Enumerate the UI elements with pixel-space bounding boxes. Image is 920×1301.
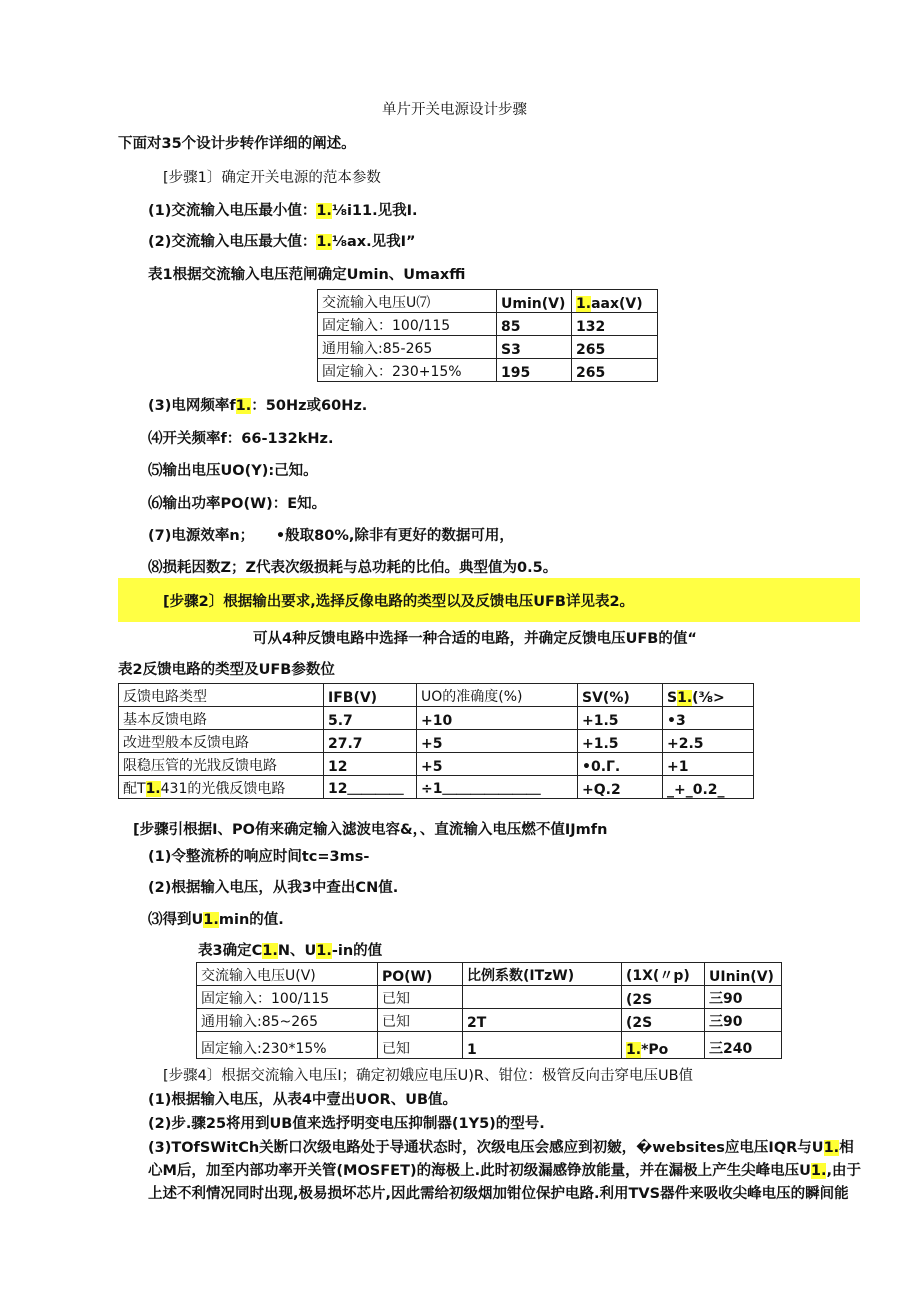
table-header: 反馈电路类型 (119, 684, 324, 707)
table-cell: S3 (497, 336, 572, 359)
table-header: UInin(V) (705, 963, 782, 986)
table-cell: 1.*Po (622, 1032, 705, 1059)
table-row (119, 776, 754, 799)
table-cell: 265 (572, 336, 658, 359)
table2-caption: 表2反馈电路的类型及UFB参数位 (118, 662, 335, 678)
table-cell: +1.5 (578, 707, 663, 730)
table-cell: 85 (497, 313, 572, 336)
table-header: 比例系数(ITzW) (463, 963, 622, 986)
step4-heading: [步骤4〕根据交流输入电压I；确定初娥应电压U)R、钳位：极管反向击穿电压UB值 (163, 1068, 694, 1084)
table-cell: 固定输入：100/115 (318, 313, 497, 336)
table-cell: +10 (417, 707, 578, 730)
table-cell: 基本反馈电路 (119, 707, 324, 730)
step1-item-4: ⑷开关频率f：66-132kHz. (148, 431, 334, 447)
table-row (318, 359, 658, 382)
table-cell: +1.5 (578, 730, 663, 753)
table-cell: 已知 (378, 986, 463, 1009)
table-row (119, 684, 754, 707)
table-cell: ÷1＿＿＿＿＿＿＿ (417, 776, 578, 799)
table-header: 1.aax(V) (572, 290, 658, 313)
step3-item-2: (2)根据输入电压，从我3中查出CN值. (148, 880, 399, 896)
step3-item-3: ⑶得到U1.min的值. (148, 912, 284, 928)
table1 (317, 289, 658, 382)
table-row (197, 1032, 782, 1059)
table-cell: 27.7 (324, 730, 417, 753)
page-title: 单片开关电源设计步骤 (382, 102, 527, 118)
table-header: SV(%) (578, 684, 663, 707)
table-cell: _+_0.2_ (663, 776, 754, 799)
table-row (318, 313, 658, 336)
step1-item-5: ⑸输出电压UO(Y):己知。 (148, 463, 318, 479)
table-cell: 已知 (378, 1009, 463, 1032)
step4-item-1: (1)根据输入电压，从表4中壹出UOR、UB值。 (148, 1092, 458, 1108)
table3-caption: 表3确定C1.N、U1.-in的值 (198, 943, 383, 959)
table-cell (463, 986, 622, 1009)
table-cell: 固定输入：230+15% (318, 359, 497, 382)
table-cell: •0.Γ. (578, 753, 663, 776)
table-header: (1X(〃p) (622, 963, 705, 986)
table-cell: +5 (417, 730, 578, 753)
table-cell: •3 (663, 707, 754, 730)
table-cell: 2T (463, 1009, 622, 1032)
table-cell: 改进型般本反馈电路 (119, 730, 324, 753)
step2-text: 可从4种反馈电路中选择一种合适的电路，并确定反馈电压UFB的值“ (253, 631, 697, 647)
table-cell: 三240 (705, 1032, 782, 1059)
step4-paragraph: (3)TOfSWitCh关断口次级电路处于导通状态时，次级电压会感应到初皴，�websites应电压IQR与U1.相心M后，加至内部功率开关管(MOSFET)的海极上.此时初级漏感铮放能量，并在漏极上产生尖峰电压U1.,由于上述不利情况同时出现,极易损坏芯片,因此需给初级烟加钳位保护电路.利用TVS器件来吸收尖峰电压的瞬间能 (148, 1140, 861, 1202)
table-cell: 已知 (378, 1032, 463, 1059)
table-header: 交流输入电压U⑺ (318, 290, 497, 313)
table-header: 交流输入电压U(V) (197, 963, 378, 986)
step3-heading: [步骤引根据I、PO侑来确定输入滤波电容&，、直流输入电压燃不值IJmfn (133, 822, 608, 838)
step1-item-3: (3)电网频率f1.：50Hz或60Hz. (148, 398, 368, 414)
table1-caption: 表1根据交流输入电压范闸确定Umin、Umaxffi (148, 267, 466, 283)
step1-item-7: (7)电源效率n； •般取80%,除非有更好的数据可用， (148, 528, 514, 544)
table-cell: 132 (572, 313, 658, 336)
table-cell: 通用输入:85~265 (197, 1009, 378, 1032)
table-row (197, 963, 782, 986)
step4-item-2: (2)步.骤25将用到UB值来选抒明变电压抑制器(1Y5)的型号. (148, 1116, 545, 1132)
table-cell: 通用输入:85-265 (318, 336, 497, 359)
table-cell: 固定输入：100/115 (197, 986, 378, 1009)
table-row (119, 707, 754, 730)
step1-item-1: (1)交流输入电压最小值：1.⅛i11.见我I. (148, 203, 418, 219)
step1-heading: [步骤1〕确定开关电源的范本参数 (163, 170, 381, 186)
table-cell: 195 (497, 359, 572, 382)
table-header: UO的准确度(%) (417, 684, 578, 707)
table3 (196, 962, 782, 1059)
table-row (318, 290, 658, 313)
table-cell: +2.5 (663, 730, 754, 753)
table-header: S1.(⅜> (663, 684, 754, 707)
table-cell: 5.7 (324, 707, 417, 730)
table2 (118, 683, 754, 799)
table-cell: +1 (663, 753, 754, 776)
table-row (197, 1009, 782, 1032)
table-row (318, 336, 658, 359)
table-cell: 265 (572, 359, 658, 382)
table-cell: (2S (622, 1009, 705, 1032)
table-row (119, 730, 754, 753)
table-cell: 限稳压管的光戕反馈电路 (119, 753, 324, 776)
intro-text: 下面对35个设计步转作详细的阐述。 (118, 136, 356, 152)
table-cell: 1 (463, 1032, 622, 1059)
table-header: PO(W) (378, 963, 463, 986)
step1-item-2: (2)交流输入电压最大值：1.⅛ax.见我I” (148, 234, 416, 250)
table-row (119, 753, 754, 776)
step2-heading: [步骤2〕根据输出要求,选择反像电路的类型以及反馈电压UFB详见表2。 (163, 594, 635, 610)
step3-item-1: (1)令整流桥的响应时间tc=3ms- (148, 849, 370, 865)
table-cell: 12 (324, 753, 417, 776)
table-cell: 三90 (705, 1009, 782, 1032)
table-cell: 三90 (705, 986, 782, 1009)
table-header: Umin(V) (497, 290, 572, 313)
table-cell: +5 (417, 753, 578, 776)
table-row (197, 986, 782, 1009)
step1-item-8: ⑻损耗因数Z；Z代表次级损耗与总功耗的比伯。典型值为0.5。 (148, 560, 558, 576)
table-cell: 配T1.431的光俄反馈电路 (119, 776, 324, 799)
table-cell: +Q.2 (578, 776, 663, 799)
step1-item-6: ⑹输出功率PO(W)：E知。 (148, 496, 327, 512)
table-cell: 固定输入:230*15% (197, 1032, 378, 1059)
table-header: IFB(V) (324, 684, 417, 707)
table-cell: (2S (622, 986, 705, 1009)
table-cell: 12＿＿＿＿ (324, 776, 417, 799)
